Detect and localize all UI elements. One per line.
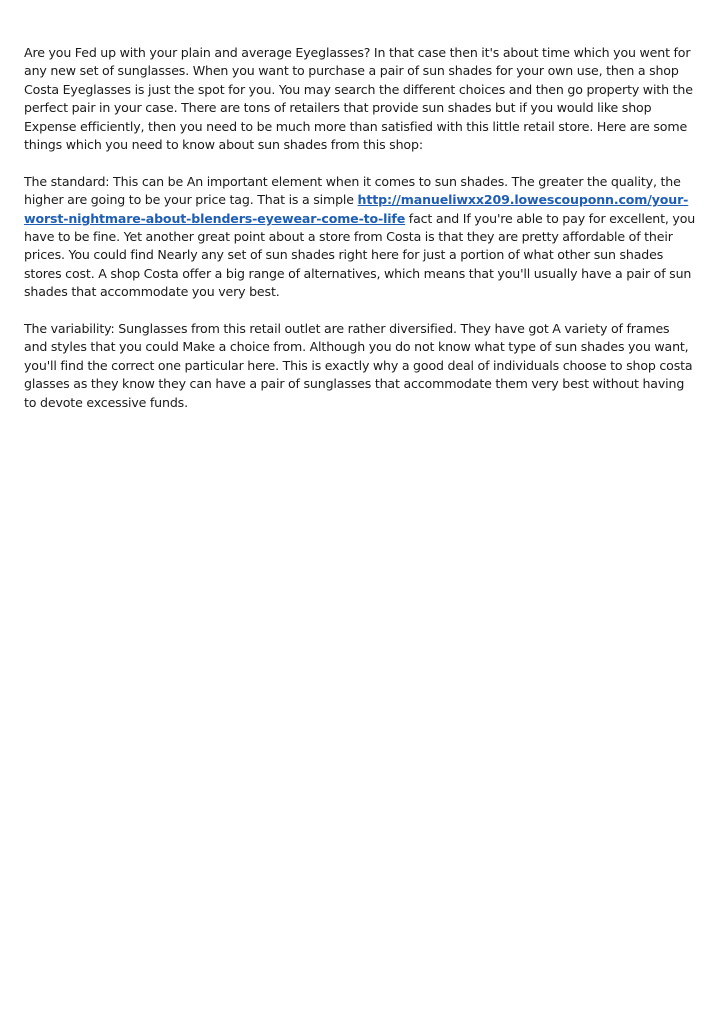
paragraph-standard <box>24 173 696 302</box>
paragraph-variability: The variability: Sunglasses from this retail outlet are rather diversified. They have got A variety of frames and styles that you could Make a choice from. Although you do not know what type of sun shades you want, you'll find the correct one particular here. This is exactly why a good deal of individuals choose to shop costa glasses as they know they can have a pair of sunglasses that accommodate them very best without having to devote excessive funds. <box>24 321 693 410</box>
document-page <box>24 44 696 430</box>
article-link[interactable]: http://manueliwxx209.lowescouponn.com/your-worst-nightmare-about-blenders-eyewear-come-to-life <box>24 192 689 226</box>
paragraph-standard-after: fact and If you're able to pay for excellent, you have to be fine. Yet another great point about a store from Costa is that they are pretty affordable of their prices. You could find Nearly any set of sun shades right here for just a portion of what other sun shades stores cost. A shop Costa offer a big range of alternatives, which means that you'll usually have a pair of sun shades that accommodate you very best. <box>24 210 696 300</box>
paragraph-intro: Are you Fed up with your plain and average Eyeglasses? In that case then it's about time which you went for any new set of sunglasses. When you want to purchase a pair of sun shades for your own use, then a shop Costa Eyeglasses is just the spot for you. You may search the different choices and then go property with the perfect pair in your case. There are tons of retailers that provide sun shades but if you would like shop Expense efficiently, then you need to be much more than satisfied with this little retail store. Here are some things which you need to know about sun shades from this shop: <box>24 45 693 153</box>
paragraph-standard-before: The standard: This can be An important element when it comes to sun shades. The greater the quality, the higher are going to be your price tag. That is a simple <box>24 173 681 208</box>
